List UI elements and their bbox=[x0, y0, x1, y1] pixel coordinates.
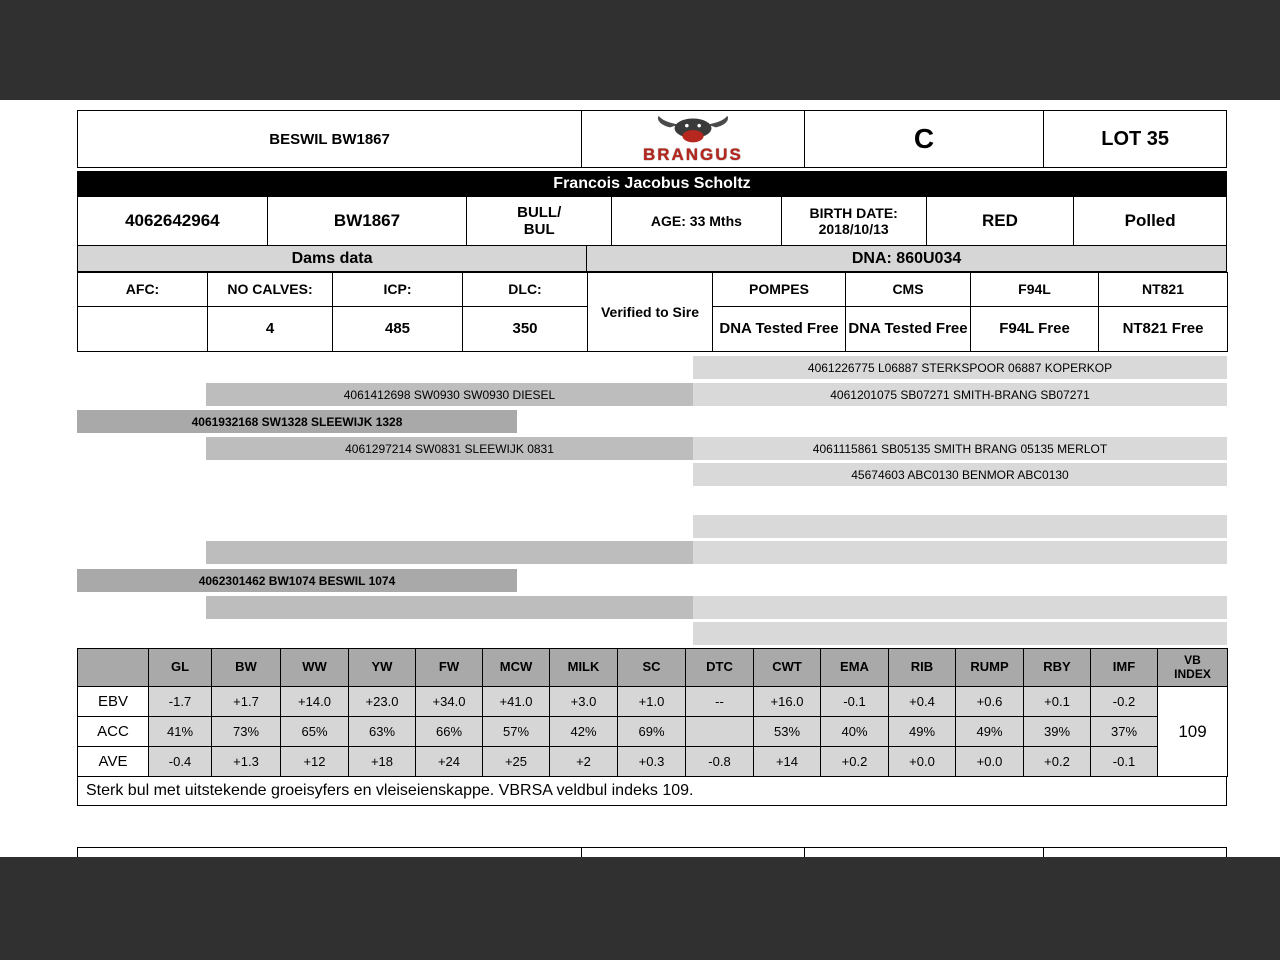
ebv-row-label: EBV bbox=[78, 687, 149, 717]
pedigree-sire-dam-dam: 45674603 ABC0130 BENMOR ABC0130 bbox=[693, 463, 1227, 486]
birth-date-label: BIRTH DATE: bbox=[809, 204, 898, 221]
ebv-cell: -0.2 bbox=[1091, 687, 1158, 717]
vb-index-value: 109 bbox=[1158, 687, 1228, 777]
no-calves-label: NO CALVES: bbox=[208, 273, 333, 307]
ebv-column-header: EMA bbox=[821, 649, 889, 687]
ebv-cell: +24 bbox=[416, 747, 483, 777]
dlc-value: 350 bbox=[463, 307, 588, 352]
ebv-cell: 49% bbox=[956, 717, 1024, 747]
sex-line2: BUL bbox=[523, 221, 555, 238]
pedigree-dam-dam-sire bbox=[693, 596, 1227, 619]
horn-status-cell: Polled bbox=[1124, 211, 1176, 231]
ebv-cell: +2 bbox=[550, 747, 618, 777]
ebv-column-header: RIB bbox=[889, 649, 956, 687]
nt821-label: NT821 bbox=[1099, 273, 1228, 307]
ebv-cell: 63% bbox=[349, 717, 416, 747]
ebv-table bbox=[77, 648, 1228, 777]
ebv-cell: +1.7 bbox=[212, 687, 281, 717]
icp-label: ICP: bbox=[333, 273, 463, 307]
nt821-result: NT821 Free bbox=[1099, 307, 1228, 352]
ebv-cell: -- bbox=[686, 687, 754, 717]
registration-number: 4062642964 bbox=[78, 197, 268, 245]
ebv-cell: +0.6 bbox=[956, 687, 1024, 717]
lot-number: LOT 35 bbox=[1101, 127, 1170, 150]
pompes-result: DNA Tested Free bbox=[713, 307, 846, 352]
ebv-cell: +0.0 bbox=[889, 747, 956, 777]
ebv-column-header: YW bbox=[349, 649, 416, 687]
ebv-cell: +25 bbox=[483, 747, 550, 777]
tag-number: BW1867 bbox=[268, 197, 468, 245]
f94l-label: F94L bbox=[971, 273, 1099, 307]
no-calves-value: 4 bbox=[208, 307, 333, 352]
ebv-cell: +0.0 bbox=[956, 747, 1024, 777]
ebv-corner-cell bbox=[78, 649, 149, 687]
ebv-cell: 49% bbox=[889, 717, 956, 747]
pedigree-dam-sire bbox=[206, 541, 693, 564]
pedigree-sire: 4061932168 SW1328 SLEEWIJK 1328 bbox=[77, 410, 517, 433]
sex-cell bbox=[467, 197, 612, 245]
bull-head-icon bbox=[649, 115, 737, 145]
ebv-cell: 65% bbox=[281, 717, 349, 747]
pedigree-dam-dam bbox=[206, 596, 693, 619]
ebv-cell: 41% bbox=[149, 717, 212, 747]
ebv-cell: +1.0 bbox=[618, 687, 686, 717]
pedigree-sire-sire-dam: 4061201075 SB07271 SMITH-BRANG SB07271 bbox=[693, 383, 1227, 406]
ebv-cell: +41.0 bbox=[483, 687, 550, 717]
ebv-cell: +3.0 bbox=[550, 687, 618, 717]
pedigree-dam-sire-dam bbox=[693, 541, 1227, 564]
ebv-cell: +1.3 bbox=[212, 747, 281, 777]
section-header-row bbox=[77, 246, 1227, 272]
cms-result: DNA Tested Free bbox=[846, 307, 971, 352]
ebv-cell: +12 bbox=[281, 747, 349, 777]
icp-value: 485 bbox=[333, 307, 463, 352]
pedigree-tree bbox=[77, 352, 1227, 648]
ebv-column-header: SC bbox=[618, 649, 686, 687]
section-letter: C bbox=[805, 111, 1045, 167]
letterbox-bar-bottom bbox=[0, 857, 1280, 960]
brand-name: BRANGUS bbox=[642, 145, 743, 164]
dna-title: DNA: 860U034 bbox=[587, 246, 1226, 271]
ebv-column-header: WW bbox=[281, 649, 349, 687]
ebv-cell: 42% bbox=[550, 717, 618, 747]
ebv-cell: 37% bbox=[1091, 717, 1158, 747]
dams-dna-table bbox=[77, 272, 1228, 352]
letterbox-bar-top bbox=[0, 0, 1280, 100]
ebv-cell: +0.1 bbox=[1024, 687, 1091, 717]
ebv-cell: +0.2 bbox=[821, 747, 889, 777]
afc-value bbox=[78, 307, 208, 352]
lot-card-header bbox=[77, 110, 1227, 168]
ebv-cell bbox=[686, 717, 754, 747]
ebv-cell: +0.4 bbox=[889, 687, 956, 717]
owner-name-band: Francois Jacobus Scholtz bbox=[77, 171, 1227, 196]
ebv-cell: -1.7 bbox=[149, 687, 212, 717]
birth-date-value: 2018/10/13 bbox=[818, 221, 889, 237]
ebv-column-header: BW bbox=[212, 649, 281, 687]
lot-note: Sterk bul met uitstekende groeisyfers en vleiseienskappe. VBRSA veldbul indeks 109. bbox=[77, 777, 1227, 806]
ebv-cell: -0.1 bbox=[1091, 747, 1158, 777]
pedigree-dam: 4062301462 BW1074 BESWIL 1074 bbox=[77, 569, 517, 592]
ebv-cell: 53% bbox=[754, 717, 821, 747]
ebv-cell: 40% bbox=[821, 717, 889, 747]
ebv-cell: +14.0 bbox=[281, 687, 349, 717]
pedigree-dam-dam-dam bbox=[693, 622, 1227, 645]
ebv-column-header: GL bbox=[149, 649, 212, 687]
ebv-cell: +23.0 bbox=[349, 687, 416, 717]
ebv-cell: -0.4 bbox=[149, 747, 212, 777]
dlc-label: DLC: bbox=[463, 273, 588, 307]
ebv-column-header: DTC bbox=[686, 649, 754, 687]
dams-data-title: Dams data bbox=[78, 246, 587, 271]
sex-line1: BULL/ bbox=[517, 203, 562, 221]
ebv-cell: -0.8 bbox=[686, 747, 754, 777]
ebv-cell: 57% bbox=[483, 717, 550, 747]
ebv-cell: 66% bbox=[416, 717, 483, 747]
ebv-cell: 69% bbox=[618, 717, 686, 747]
ebv-cell: +16.0 bbox=[754, 687, 821, 717]
pedigree-sire-dam-sire: 4061115861 SB05135 SMITH BRANG 05135 MERLOT bbox=[693, 437, 1227, 460]
ebv-cell: 73% bbox=[212, 717, 281, 747]
pedigree-sire-dam: 4061297214 SW0831 SLEEWIJK 0831 bbox=[206, 437, 693, 460]
age-cell: AGE: 33 Mths bbox=[612, 197, 782, 245]
animal-name: BESWIL BW1867 bbox=[78, 111, 582, 167]
f94l-result: F94L Free bbox=[971, 307, 1099, 352]
ebv-cell: +14 bbox=[754, 747, 821, 777]
ebv-row-label: AVE bbox=[78, 747, 149, 777]
ebv-column-header: FW bbox=[416, 649, 483, 687]
pedigree-dam-sire-sire bbox=[693, 515, 1227, 538]
vb-index-header: VB INDEX bbox=[1158, 649, 1228, 687]
afc-label: AFC: bbox=[78, 273, 208, 307]
brand-logo bbox=[582, 111, 805, 167]
ebv-cell: -0.1 bbox=[821, 687, 889, 717]
colour-cell: RED bbox=[927, 197, 1075, 245]
cms-label: CMS bbox=[846, 273, 971, 307]
pedigree-sire-sire: 4061412698 SW0930 SW0930 DIESEL bbox=[206, 383, 693, 406]
ebv-column-header: MCW bbox=[483, 649, 550, 687]
ebv-column-header: RUMP bbox=[956, 649, 1024, 687]
ebv-column-header: CWT bbox=[754, 649, 821, 687]
ebv-cell: 39% bbox=[1024, 717, 1091, 747]
ebv-column-header: MILK bbox=[550, 649, 618, 687]
verified-to-sire-cell: Verified to Sire bbox=[588, 273, 713, 352]
ebv-cell: +18 bbox=[349, 747, 416, 777]
ebv-column-header: IMF bbox=[1091, 649, 1158, 687]
identity-row bbox=[77, 196, 1227, 246]
pompes-label: POMPES bbox=[713, 273, 846, 307]
ebv-cell: +0.2 bbox=[1024, 747, 1091, 777]
pedigree-sire-sire-sire: 4061226775 L06887 STERKSPOOR 06887 KOPERKOP bbox=[693, 356, 1227, 379]
ebv-cell: +34.0 bbox=[416, 687, 483, 717]
birth-date-cell bbox=[782, 197, 927, 245]
ebv-column-header: RBY bbox=[1024, 649, 1091, 687]
ebv-row-label: ACC bbox=[78, 717, 149, 747]
ebv-cell: +0.3 bbox=[618, 747, 686, 777]
lot-card bbox=[77, 110, 1227, 859]
